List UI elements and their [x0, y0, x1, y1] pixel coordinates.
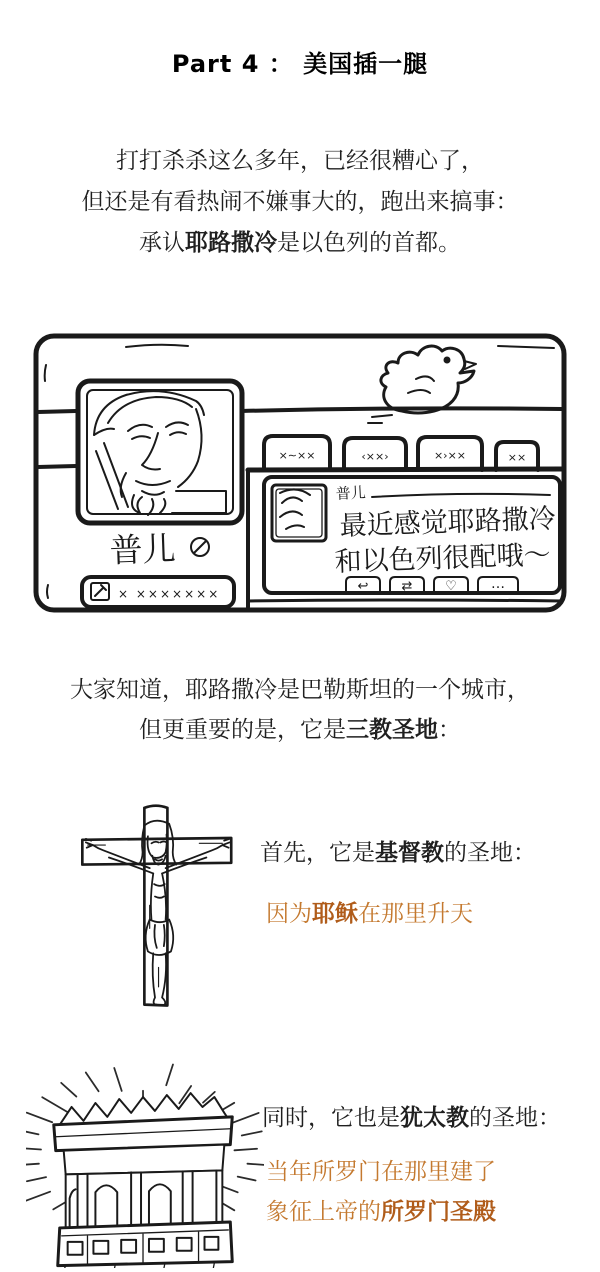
- tweet-author-underline: [372, 494, 550, 497]
- jesus-svg: [66, 799, 244, 1025]
- transition-line-1: 大家知道，耶路撒冷是巴勒斯坦的一个城市，: [70, 677, 530, 703]
- tab-scribble-4: ××: [507, 451, 527, 464]
- intro-line-1: 打打杀杀这么多年，已经很糟心了，: [116, 148, 484, 174]
- christianity-bold-text: 基督教: [375, 840, 444, 866]
- reply-icon: ↩: [357, 579, 369, 594]
- twitter-sketch-svg: [30, 331, 570, 615]
- heading1-post: 的圣地：: [444, 840, 536, 866]
- tweet-avatar-sketch: [272, 485, 326, 541]
- section-heading-christianity: [260, 834, 536, 867]
- tweet-text-line-2: 和以色列很配哦～: [334, 539, 552, 578]
- note-christianity: [266, 894, 473, 934]
- tab-scribble-1: ×∼××: [278, 449, 316, 462]
- judaism-bold-text: 犹太教: [400, 1105, 469, 1131]
- temple-svg: [26, 1057, 264, 1268]
- solomon-temple-bold-text: 所罗门圣殿: [381, 1199, 496, 1225]
- heading2-pre: 同时，它也是: [262, 1105, 400, 1131]
- note1-pre: 因为: [266, 901, 312, 927]
- note2-line-2: [266, 1192, 496, 1232]
- jesus-on-cross-illustration: [66, 799, 244, 1025]
- jesus-figure: [86, 821, 230, 1006]
- tweet-author-name: 普儿: [335, 483, 367, 503]
- profile-photo-frame: [78, 381, 242, 523]
- twitter-bird-icon: [368, 346, 476, 423]
- transition-line-2: [0, 710, 600, 750]
- twitter-sketch-illustration: [30, 331, 570, 615]
- intro-line-2: 但还是有看热闹不嫌事大的，跑出来搞事：: [81, 189, 519, 215]
- like-icon: ♡: [445, 579, 457, 594]
- three-religions-bold-text: 三教圣地: [346, 717, 438, 743]
- note1-post: 在那里升天: [358, 901, 473, 927]
- transition-paragraph: [0, 670, 600, 750]
- pencil-icon: [91, 583, 109, 600]
- transition-line-2-pre: 但更重要的是，它是: [139, 717, 346, 743]
- more-icon: …: [491, 576, 505, 592]
- note2-line-1: 当年所罗门在那里建了: [266, 1159, 496, 1185]
- note2-line-2-pre: 象征上帝的: [266, 1199, 381, 1225]
- tweet-text-line-1: 最近感觉耶路撒冷: [339, 503, 557, 542]
- solomon-temple-illustration: [26, 1057, 264, 1268]
- heading1-pre: 首先，它是: [260, 840, 375, 866]
- intro-paragraph: [0, 141, 600, 264]
- retweet-icon: ⇄: [401, 579, 413, 594]
- section-heading-judaism: [262, 1099, 561, 1132]
- jerusalem-bold-text: 耶路撒冷: [185, 230, 277, 256]
- heading2-post: 的圣地：: [469, 1105, 561, 1131]
- profile-name: 普儿: [108, 528, 177, 571]
- jesus-bold-text: 耶稣: [312, 901, 358, 927]
- badge-icon: [191, 538, 209, 556]
- note-judaism: [266, 1152, 496, 1232]
- tab-scribble-2: ‹××›: [361, 450, 389, 463]
- intro-line-3: [0, 223, 600, 264]
- part-title: Part 4 ： 美国插一腿: [171, 50, 429, 78]
- intro-line-3-post: 是以色列的首都。: [277, 230, 461, 256]
- compose-scribble: × ×××××××: [118, 587, 221, 601]
- tab-scribble-3: ×›××: [433, 449, 467, 462]
- trump-caricature-sketch: [94, 391, 226, 515]
- intro-line-3-pre: 承认: [139, 230, 185, 256]
- transition-line-2-post: ：: [438, 717, 461, 743]
